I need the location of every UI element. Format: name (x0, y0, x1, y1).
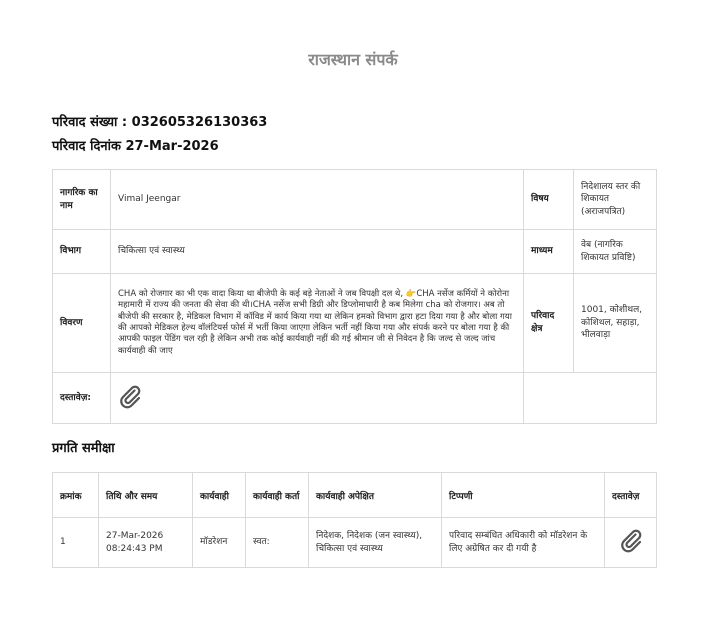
column-header-datetime: तिथि और समय (99, 473, 193, 518)
row-expected-action: निदेशक, निदेशक (जन स्वास्थ्य), चिकित्सा एवं स्वास्थ्य (309, 518, 442, 568)
column-header-expected-action: कार्यवाही अपेक्षित (309, 473, 442, 518)
details-row-documents (53, 373, 657, 424)
row-actor: स्वत: (246, 518, 309, 568)
complaint-date-value: 27-Mar-2026 (125, 139, 219, 154)
column-header-actor: कार्यवाही कर्ता (246, 473, 309, 518)
medium-value: वेब (नागरिक शिकायत प्रविष्टि) (574, 230, 657, 274)
progress-review-title: प्रगति समीक्षा (52, 441, 115, 456)
complaint-date (52, 136, 219, 154)
paperclip-icon[interactable] (118, 383, 142, 414)
column-header-action: कार्यवाही (193, 473, 246, 518)
complaint-number (52, 112, 267, 130)
complaint-details-table (52, 169, 657, 424)
row-time: 08:24:43 PM (106, 543, 163, 554)
row-serial: 1 (53, 518, 99, 568)
department-label: विभाग (53, 230, 111, 274)
review-header-row (53, 473, 657, 518)
subject-label: विषय (524, 170, 574, 230)
row-remark: परिवाद सम्बंधित अधिकारी को मॉडरेशन के लिए अग्रेषित कर दी गयी है (442, 518, 605, 568)
table-row (53, 518, 657, 568)
department-value: चिकित्सा एवं स्वास्थ्य (111, 230, 524, 274)
citizen-name-label: नागरिक का नाम (53, 170, 111, 230)
complaint-area-value: 1001, कोशीथल, कोशिथल, सहाड़ा, भीलवाड़ा (574, 274, 657, 373)
row-documents (605, 518, 657, 568)
row-date: 27-Mar-2026 (106, 530, 164, 541)
complaint-number-label: परिवाद संख्या : (52, 115, 128, 130)
paperclip-icon[interactable] (619, 527, 643, 558)
documents-label: दस्तावेज़: (53, 373, 111, 424)
row-datetime (99, 518, 193, 568)
details-row-department (53, 230, 657, 274)
documents-empty-cell (524, 373, 657, 424)
medium-label: माध्यम (524, 230, 574, 274)
column-header-documents: दस्तावेज़ (605, 473, 657, 518)
page-title: राजस्थान संपर्क (308, 50, 398, 69)
complaint-area-label: परिवाद क्षेत्र (524, 274, 574, 373)
details-row-description (53, 274, 657, 373)
documents-cell (111, 373, 524, 424)
complaint-date-label: परिवाद दिनांक (52, 139, 121, 154)
subject-value: निदेशालय स्तर की शिकायत (अराजपत्रित) (574, 170, 657, 230)
column-header-remark: टिप्पणी (442, 473, 605, 518)
description-value: CHA को रोजगार का भी एक वादा किया था बीजेपी के कई बड़े नेताओं ने जब विपक्षी दल थे, 👉CHA नर्सेज कर्मियों ने कोरोना महामारी में राज्य की जनता की सेवा की थी।CHA नर्सेज सभी डिग्री और डिप्लोमाधारी है कब मिलेगा cha को रोजगार। अब तो बीजेपी की सरकार है, मेडिकल विभाग में कॉविड में कार्य किया गया था लेकिन हमको विभाग द्वारा हटा दिया गया है और बोला गया की आपको मेडिकल हेल्थ वॉलंटियर्स फोर्स में भर्ती किया जाएगा लेकिन भर्ती नहीं किया गया और संपर्क करने पर बोला गया है की आपकी फाइल पेंडिंग चल रही है लेकिन अभी तक कोई कार्यवाही नहीं की गई श्रीमान जी से निवेदन है कि जल्द से जल्द जांच कार्यवाही की जाए (111, 274, 524, 373)
row-action: मॉडरेशन (193, 518, 246, 568)
column-header-serial: क्रमांक (53, 473, 99, 518)
description-label: विवरण (53, 274, 111, 373)
citizen-name-value: Vimal Jeengar (111, 170, 524, 230)
complaint-number-value: 032605326130363 (131, 115, 268, 130)
details-row-name (53, 170, 657, 230)
progress-review-table (52, 472, 657, 568)
